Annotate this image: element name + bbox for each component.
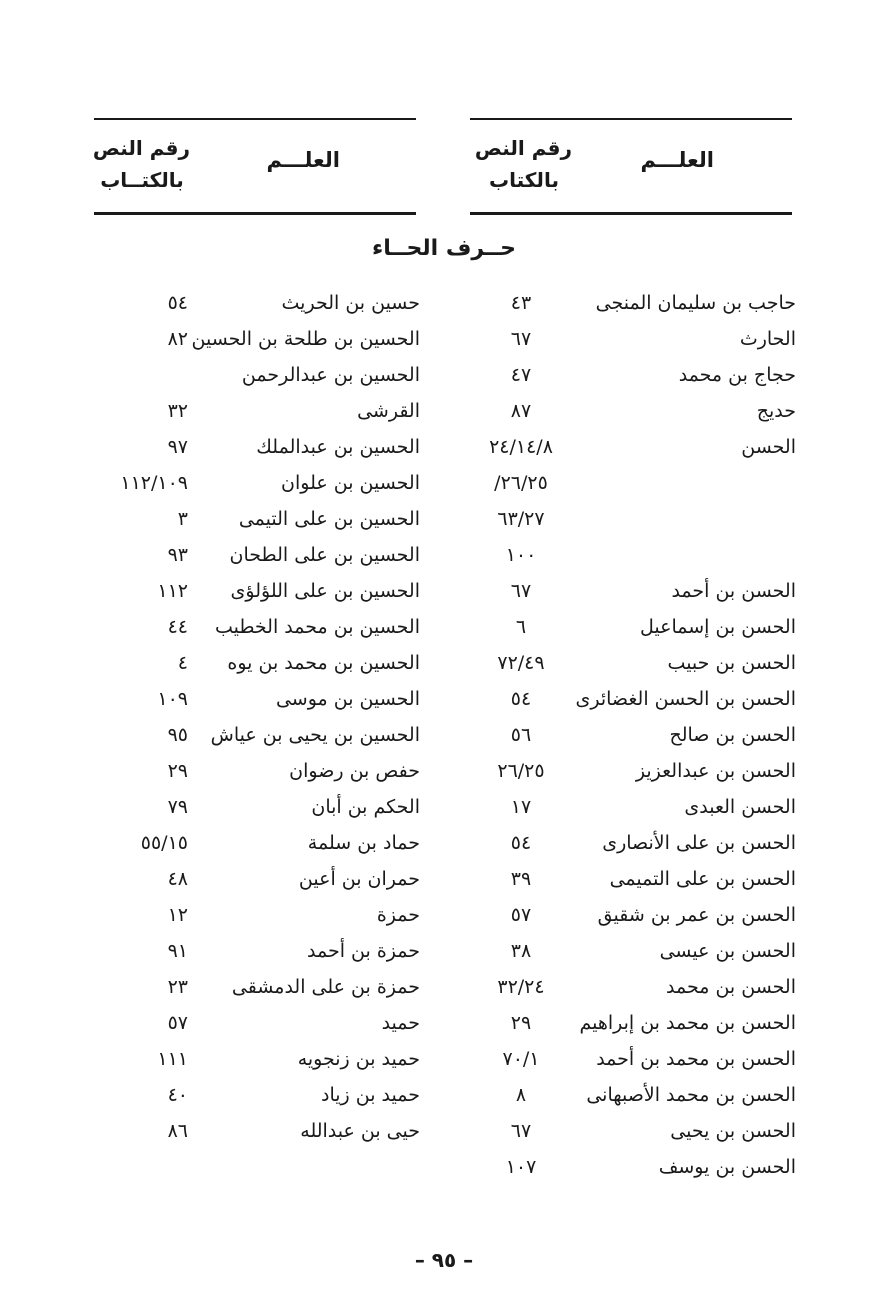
entry-ref: ٧٢/٤٩: [497, 652, 545, 674]
entry-name: الحسين بن موسى: [275, 688, 420, 710]
header-ref-line1: رقم النص: [474, 136, 572, 160]
entry-ref: ٤٣: [510, 292, 532, 314]
entry-name: حمران بن أعين: [298, 868, 420, 890]
entry-ref: ٢٩: [510, 1012, 532, 1034]
header-name-label: العلـــم: [266, 148, 340, 172]
index-entry: [478, 681, 796, 717]
index-entry: [84, 285, 420, 321]
entry-name: الحسن بن يحيى: [670, 1120, 796, 1142]
entry-name: الحسين بن يحيى بن عياش: [210, 724, 420, 746]
index-entry: [478, 1077, 796, 1113]
header-ref-label: [94, 132, 190, 196]
index-entry: [478, 1149, 796, 1185]
section-title: حــرف الحــاء: [372, 236, 516, 261]
entry-name: الحسن بن إسماعيل: [639, 616, 796, 638]
index-entry: [478, 537, 796, 573]
index-entry: [478, 825, 796, 861]
entry-ref: ٥٧: [510, 904, 532, 926]
index-entry: [84, 609, 420, 645]
index-entry: [84, 1077, 420, 1113]
index-entry: [84, 393, 420, 429]
entry-ref: ٢٦/٢٥: [497, 760, 545, 782]
entry-ref: ٥٤: [167, 292, 188, 314]
entry-name: الحسن بن محمد بن إبراهيم: [579, 1012, 796, 1034]
index-entry: [478, 861, 796, 897]
entry-name: القرشى: [357, 400, 420, 422]
entry-ref: ١٧: [510, 796, 532, 818]
entry-ref: ١١١: [157, 1048, 188, 1070]
entry-name: حيى بن عبدالله: [300, 1120, 420, 1142]
entry-name: حميد بن زنجويه: [297, 1048, 420, 1070]
entry-ref: ٩٣: [167, 544, 188, 566]
index-entry: [478, 609, 796, 645]
entry-ref: ٥٤: [510, 832, 532, 854]
entry-name: الحسن بن محمد الأصبهانى: [586, 1084, 796, 1106]
entry-name: الحسن بن على التميمى: [609, 868, 796, 890]
index-entry: [84, 789, 420, 825]
index-entry: [84, 753, 420, 789]
index-entry: [84, 681, 420, 717]
index-entry: [478, 645, 796, 681]
entry-ref: ٣٩: [510, 868, 532, 890]
entry-ref: ٤٤: [167, 616, 188, 638]
index-entry: [478, 897, 796, 933]
index-entry: [84, 645, 420, 681]
index-entry: [84, 1113, 420, 1149]
entry-name: الحسن بن عبدالعزيز: [635, 760, 796, 782]
entry-name: الحسين بن على التيمى: [238, 508, 420, 530]
index-entry: [84, 429, 420, 465]
entry-ref: ٦٧: [510, 580, 532, 602]
entry-ref: ١١٢/١٠٩: [120, 472, 188, 494]
index-entry: [84, 717, 420, 753]
index-entry: [478, 321, 796, 357]
entry-name: الحسين بن محمد بن يوه: [227, 652, 420, 674]
entry-ref: ٣٨: [510, 940, 532, 962]
column-header-right: [470, 118, 792, 215]
index-entry: [478, 1113, 796, 1149]
index-entry: [478, 933, 796, 969]
entry-ref: ٩٥: [167, 724, 188, 746]
entry-ref: ٤٨: [167, 868, 188, 890]
entry-name: الحسن بن محمد بن أحمد: [596, 1048, 796, 1070]
entry-ref: ٥٧: [167, 1012, 188, 1034]
index-entry: [84, 537, 420, 573]
entry-name: الحسين بن عبدالرحمن: [241, 364, 420, 386]
index-column-right: [478, 285, 796, 1185]
entry-ref: ٥٦: [510, 724, 532, 746]
index-entry: [478, 717, 796, 753]
entry-name: الحسن بن يوسف: [658, 1156, 796, 1178]
entry-name: الحسين بن علوان: [281, 472, 420, 494]
entry-ref: ٩٧: [167, 436, 188, 458]
index-entry: [478, 285, 796, 321]
entry-ref: ١٠٠: [505, 544, 537, 566]
index-entry: [84, 1041, 420, 1077]
entry-name: حسين بن الحريث: [281, 292, 420, 314]
index-entry: [84, 825, 420, 861]
entry-name: حماد بن سلمة: [307, 832, 420, 854]
index-entry: [84, 465, 420, 501]
index-entry: [478, 501, 796, 537]
index-entry: [84, 1005, 420, 1041]
entry-name: حديج: [756, 400, 796, 422]
entry-ref: ٣٢/٢٤: [497, 976, 545, 998]
entry-ref: ٧٩: [167, 796, 188, 818]
entry-ref: ٦: [515, 616, 527, 638]
entry-name: حميد: [381, 1012, 420, 1034]
index-entry: [478, 753, 796, 789]
entry-name: حمزة: [376, 904, 420, 926]
index-entry: [84, 969, 420, 1005]
index-column-left: [84, 285, 420, 1149]
index-entry: [84, 573, 420, 609]
index-entry: [478, 393, 796, 429]
index-entry: [478, 969, 796, 1005]
index-entry: [84, 357, 420, 393]
index-entry: [478, 573, 796, 609]
entry-ref: ٨٦: [167, 1120, 188, 1142]
entry-ref: /٢٦/٢٥: [494, 472, 548, 494]
entry-name: حمزة بن على الدمشقى: [231, 976, 420, 998]
entry-ref: ٦٧: [510, 1120, 532, 1142]
index-entry: [478, 429, 796, 465]
entry-name: الحسن: [741, 436, 796, 458]
entry-name: الحسن العبدى: [684, 796, 796, 818]
entry-ref: ٣٢: [167, 400, 188, 422]
entry-ref: ٦٣/٢٧: [497, 508, 545, 530]
entry-ref: ٢٤/١٤/٨: [489, 436, 553, 458]
entry-name: الحسين بن محمد الخطيب: [214, 616, 420, 638]
column-header-left: [94, 118, 416, 215]
entry-ref: ٥٤: [510, 688, 532, 710]
index-entry: [84, 321, 420, 357]
entry-ref: ٨: [515, 1084, 527, 1106]
header-ref-line1: رقم النص: [92, 136, 190, 160]
entry-name: الحسن بن على الأنصارى: [602, 832, 796, 854]
entry-ref: ٣: [177, 508, 188, 530]
entry-name: الحسن بن حبيب: [667, 652, 796, 674]
entry-name: الحسين بن عبدالملك: [256, 436, 420, 458]
entry-ref: ٦٧: [510, 328, 532, 350]
entry-name: حاجب بن سليمان المنجى: [595, 292, 796, 314]
index-entry: [478, 789, 796, 825]
entry-name: حجاج بن محمد: [678, 364, 796, 386]
entry-name: الحارث: [739, 328, 796, 350]
entry-ref: ١١٢: [157, 580, 188, 602]
header-ref-label: [476, 132, 572, 196]
entry-name: الحسن بن صالح: [669, 724, 796, 746]
entry-ref: ٧٠/١: [502, 1048, 540, 1070]
entry-name: الحسن بن أحمد: [671, 580, 796, 602]
entry-name: الحسن بن الحسن الغضائرى: [575, 688, 796, 710]
entry-name: حميد بن زياد: [321, 1084, 420, 1106]
entry-ref: ٤٠: [167, 1084, 188, 1106]
header-name-label: العلـــم: [640, 148, 714, 172]
entry-name: الحسين بن على الطحان: [229, 544, 420, 566]
entry-ref: ٩١: [167, 940, 188, 962]
page-number: – ٩٥ –: [414, 1248, 474, 1272]
index-entry: [84, 861, 420, 897]
entry-name: الحسن بن محمد: [666, 976, 796, 998]
header-ref-line2: بالكتــاب: [100, 168, 184, 192]
entry-ref: ٢٩: [167, 760, 188, 782]
entry-ref: ٨٢: [167, 328, 188, 350]
entry-ref: ٨٧: [510, 400, 532, 422]
entry-name: الحسين بن على اللؤلؤى: [230, 580, 420, 602]
entry-ref: ١٢: [167, 904, 188, 926]
entry-name: الحكم بن أبان: [311, 796, 420, 818]
index-entry: [478, 1005, 796, 1041]
entry-name: الحسين بن طلحة بن الحسين: [191, 328, 420, 350]
index-entry: [84, 933, 420, 969]
entry-name: الحسن بن عمر بن شقيق: [597, 904, 796, 926]
index-entry: [478, 465, 796, 501]
index-entry: [478, 1041, 796, 1077]
entry-ref: ٤: [177, 652, 188, 674]
index-entry: [84, 897, 420, 933]
index-entry: [84, 501, 420, 537]
entry-name: الحسن بن عيسى: [659, 940, 796, 962]
entry-name: حمزة بن أحمد: [307, 940, 420, 962]
entry-ref: ٤٧: [510, 364, 532, 386]
entry-ref: ٢٣: [167, 976, 188, 998]
header-ref-line2: بالكتاب: [489, 168, 559, 192]
entry-ref: ١٠٩: [157, 688, 188, 710]
entry-name: حفص بن رضوان: [289, 760, 420, 782]
index-entry: [478, 357, 796, 393]
entry-ref: ٥٥/١٥: [140, 832, 188, 854]
entry-ref: ١٠٧: [505, 1156, 537, 1178]
